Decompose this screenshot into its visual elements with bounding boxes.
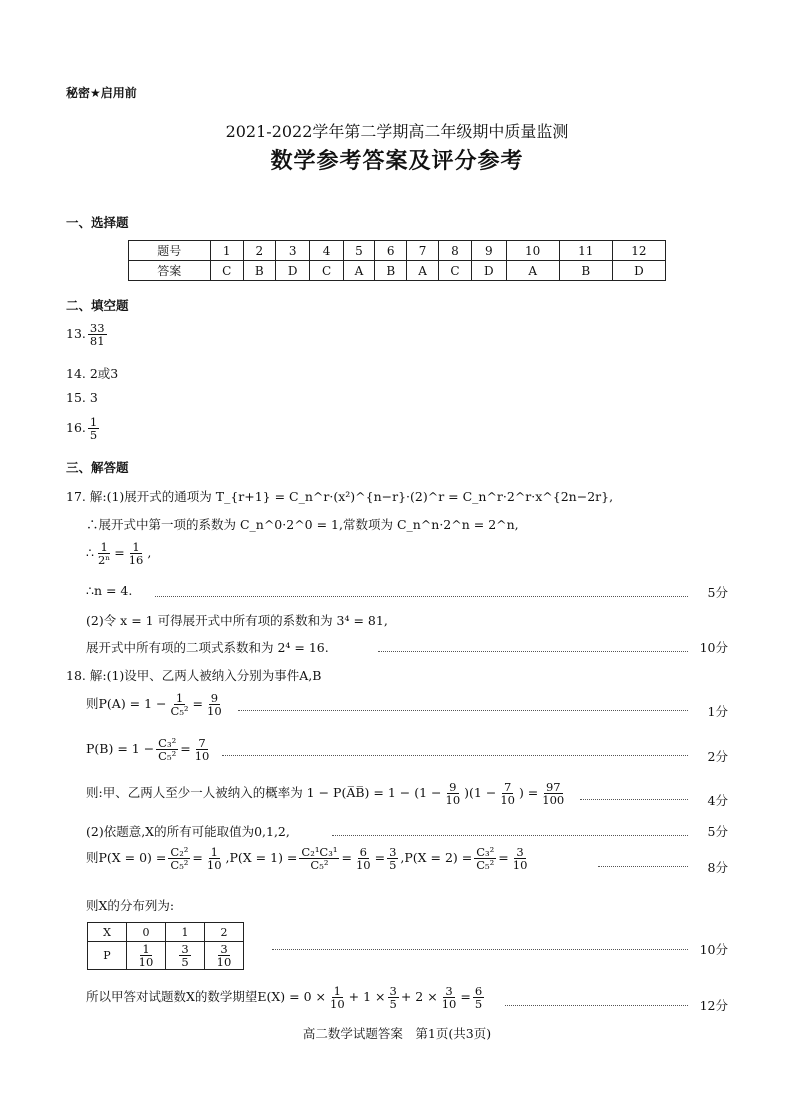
formula-text: ,P(X = 1) = [225,850,298,866]
leader-dots [598,866,688,867]
fraction [474,846,496,871]
equals: = [374,850,386,866]
q17-line-1: 17. 解:(1)展开式的通项为 T_{r+1} = C_n^r·(x²)^{n−r}·(2)^r = C_n^r·2^r·x^{2n−2r}, [66,489,614,504]
denominator: C₅² [158,749,177,764]
score-points: 8分 [707,860,728,875]
denominator: 10 [330,997,345,1012]
table-cell: 7 [407,241,439,261]
fraction [88,416,99,441]
table-cell: D [612,261,665,281]
denominator: 10 [512,858,528,873]
table-cell: 4 [310,241,343,261]
therefore-symbol: ∴ [86,545,94,561]
fraction [127,541,146,566]
fraction [440,985,459,1010]
denominator: 5 [389,858,397,873]
distribution-table [87,922,244,970]
table-cell: 0 [127,923,166,942]
numerator: C₃² [158,736,177,750]
table-cell: C [210,261,243,281]
q17-line-5: (2)令 x = 1 可得展开式中所有项的系数和为 3⁴ = 81, [86,613,388,628]
table-cell: B [243,261,275,281]
denominator: 5 [89,428,98,443]
q18-line-8 [86,985,486,1010]
numerator: 1 [175,691,184,705]
table-cell: A [407,261,439,281]
fraction [388,985,399,1010]
denominator: 10 [207,704,222,719]
fraction [137,943,156,968]
fraction [205,846,224,871]
answer-15: 15. 3 [66,390,98,405]
numerator: 3 [181,941,189,956]
denominator: 10 [138,955,154,969]
fraction [156,737,178,762]
fraction [205,692,224,717]
denominator: 81 [89,334,105,349]
numerator: 3 [389,845,397,859]
table-cell: 11 [559,241,612,261]
leader-dots [580,799,688,800]
formula-text: + 2 × [400,989,438,1005]
leader-dots [505,1005,688,1006]
q18-line-4 [86,781,568,806]
answer-table [128,240,666,281]
formula-text: P(B) = 1 − [86,741,155,757]
numerator: 1 [210,845,218,859]
leader-dots [238,710,688,711]
q18-line-3 [86,737,213,762]
leader-dots [222,755,688,756]
score-points: 10分 [699,942,728,957]
table-cell: B [375,261,407,281]
fraction [498,781,517,806]
score-points: 2分 [707,749,728,764]
fraction [88,322,107,347]
numerator: 1 [100,540,108,554]
equals: = [460,989,471,1005]
leader-dots [155,596,688,597]
score-points: 12分 [699,998,728,1013]
table-cell: 12 [612,241,665,261]
denominator: C₅² [476,858,495,873]
fraction [96,541,112,566]
table-cell: 10 [506,241,559,261]
numerator: 6 [359,845,367,859]
equals: ) = [518,785,539,801]
equals: = [341,850,352,866]
score-points: 10分 [699,640,728,655]
formula-text: 所以甲答对试题数X的数学期望E(X) = 0 × [86,989,326,1005]
table-cell: C [310,261,343,281]
denominator: 10 [445,793,461,808]
score-points: 5分 [707,824,728,839]
numerator: 1 [142,941,150,956]
answer-16 [66,416,101,441]
exam-title: 2021-2022学年第二学期高二年级期中质量监测 [225,122,569,141]
numerator: 3 [220,941,228,956]
answer-table-number-row [129,241,666,261]
fraction [511,846,530,871]
q18-line-1: 18. 解:(1)设甲、乙两人被纳入分别为事件A,B [66,668,322,683]
leader-dots [332,835,688,836]
fraction [540,781,566,806]
numerator: 33 [89,321,105,335]
numerator: C₂² [170,845,189,859]
score-points: 5分 [707,585,728,600]
table-cell: 3 [275,241,310,261]
table-cell: 2 [243,241,275,261]
fraction [299,846,339,871]
denominator: 5 [181,955,189,969]
table-cell: 1 [210,241,243,261]
denominator: 10 [500,793,515,808]
denominator: C₅² [170,704,189,719]
table-cell: D [472,261,507,281]
numerator: 6 [474,984,483,998]
q17-line-2: ∴展开式中第一项的系数为 C_n^0·2^0 = 1,常数项为 C_n^n·2^n = 2^n, [86,517,519,532]
score-points: 4分 [707,793,728,808]
table-cell: 6 [375,241,407,261]
answer-13 [66,322,109,347]
q18-line-6 [86,846,531,871]
numerator: 1 [132,540,140,554]
row-label: 答案 [129,261,211,281]
confidential-label: 秘密★启用前 [66,86,137,100]
numerator: 9 [449,780,457,794]
fraction [215,943,234,968]
q17-line-4: ∴n = 4. [86,583,133,598]
numerator: 9 [210,691,219,705]
denominator: 5 [389,997,397,1012]
equals: = [192,850,203,866]
denominator: C₅² [170,858,189,873]
leader-dots [272,949,688,950]
numerator: 3 [389,984,397,998]
numerator: 3 [516,845,524,859]
q18-line-2 [86,692,226,717]
punctuation: , [147,545,152,561]
denominator: 5 [474,997,483,1012]
numerator: 3 [445,984,453,998]
fraction [444,781,463,806]
answer-14: 14. 2或3 [66,366,119,381]
formula-text: 则P(X = 0) = [86,850,167,866]
table-cell: 1 [166,923,205,942]
table-cell: A [343,261,375,281]
numerator: 97 [545,780,561,794]
numerator: C₃² [476,845,495,859]
denominator: 10 [206,858,222,873]
table-cell: 2 [205,923,244,942]
question-number: 13. [66,326,86,342]
equals: = [180,741,191,757]
table-cell: A [506,261,559,281]
formula-text: 则P(A) = 1 − [86,696,167,712]
fraction [193,737,212,762]
denominator: 16 [128,553,144,568]
fraction [168,846,190,871]
table-cell: P [88,942,127,970]
fraction [473,985,484,1010]
denominator: 10 [216,955,232,969]
formula-text: 则:甲、乙两人至少一人被纳入的概率为 1 − P(A̅B̅) = 1 − (1 − [86,785,442,801]
numerator: 7 [198,736,206,750]
fraction [169,692,191,717]
table-cell [127,942,166,970]
table-cell: 9 [472,241,507,261]
formula-text: )(1 − [464,785,497,801]
denominator: C₅² [310,858,329,873]
table-row [88,942,244,970]
fraction [179,943,190,968]
denominator: 10 [194,749,210,764]
numerator: 1 [89,415,98,429]
table-cell [166,942,205,970]
fraction [328,985,347,1010]
page-footer: 高二数学试题答案 第1页(共3页) [302,1026,492,1041]
numerator: 1 [333,984,341,998]
q17-line-6: 展开式中所有项的二项式系数和为 2⁴ = 16. [86,640,329,655]
equals: = [114,545,125,561]
equals: = [192,696,204,712]
q18-line-7: 则X的分布列为: [86,898,175,913]
fraction [387,846,398,871]
question-number: 16. [66,420,86,436]
q18-line-5: (2)依题意,X的所有可能取值为0,1,2, [86,824,290,839]
table-row [88,923,244,942]
table-cell: B [559,261,612,281]
score-points: 1分 [707,704,728,719]
q17-line-3 [86,541,151,566]
row-label: 题号 [129,241,211,261]
denominator: 10 [441,997,457,1012]
section-heading-choice: 一、选择题 [66,215,129,230]
table-cell: 5 [343,241,375,261]
denominator: 2ⁿ [97,553,111,568]
section-heading-solve: 三、解答题 [66,460,129,475]
answer-table-answer-row [129,261,666,281]
numerator: C₂¹C₃¹ [301,845,338,859]
table-cell [205,942,244,970]
denominator: 100 [542,793,565,808]
fraction [354,846,373,871]
leader-dots [378,651,688,652]
formula-text: + 1 × [348,989,386,1005]
table-cell: X [88,923,127,942]
section-heading-fill: 二、填空题 [66,298,129,313]
numerator: 7 [503,780,512,794]
page-title: 数学参考答案及评分参考 [270,148,524,174]
table-cell: D [275,261,310,281]
formula-text: ,P(X = 2) = [400,850,473,866]
table-cell: 8 [438,241,471,261]
equals: = [498,850,509,866]
denominator: 10 [355,858,371,873]
table-cell: C [438,261,471,281]
